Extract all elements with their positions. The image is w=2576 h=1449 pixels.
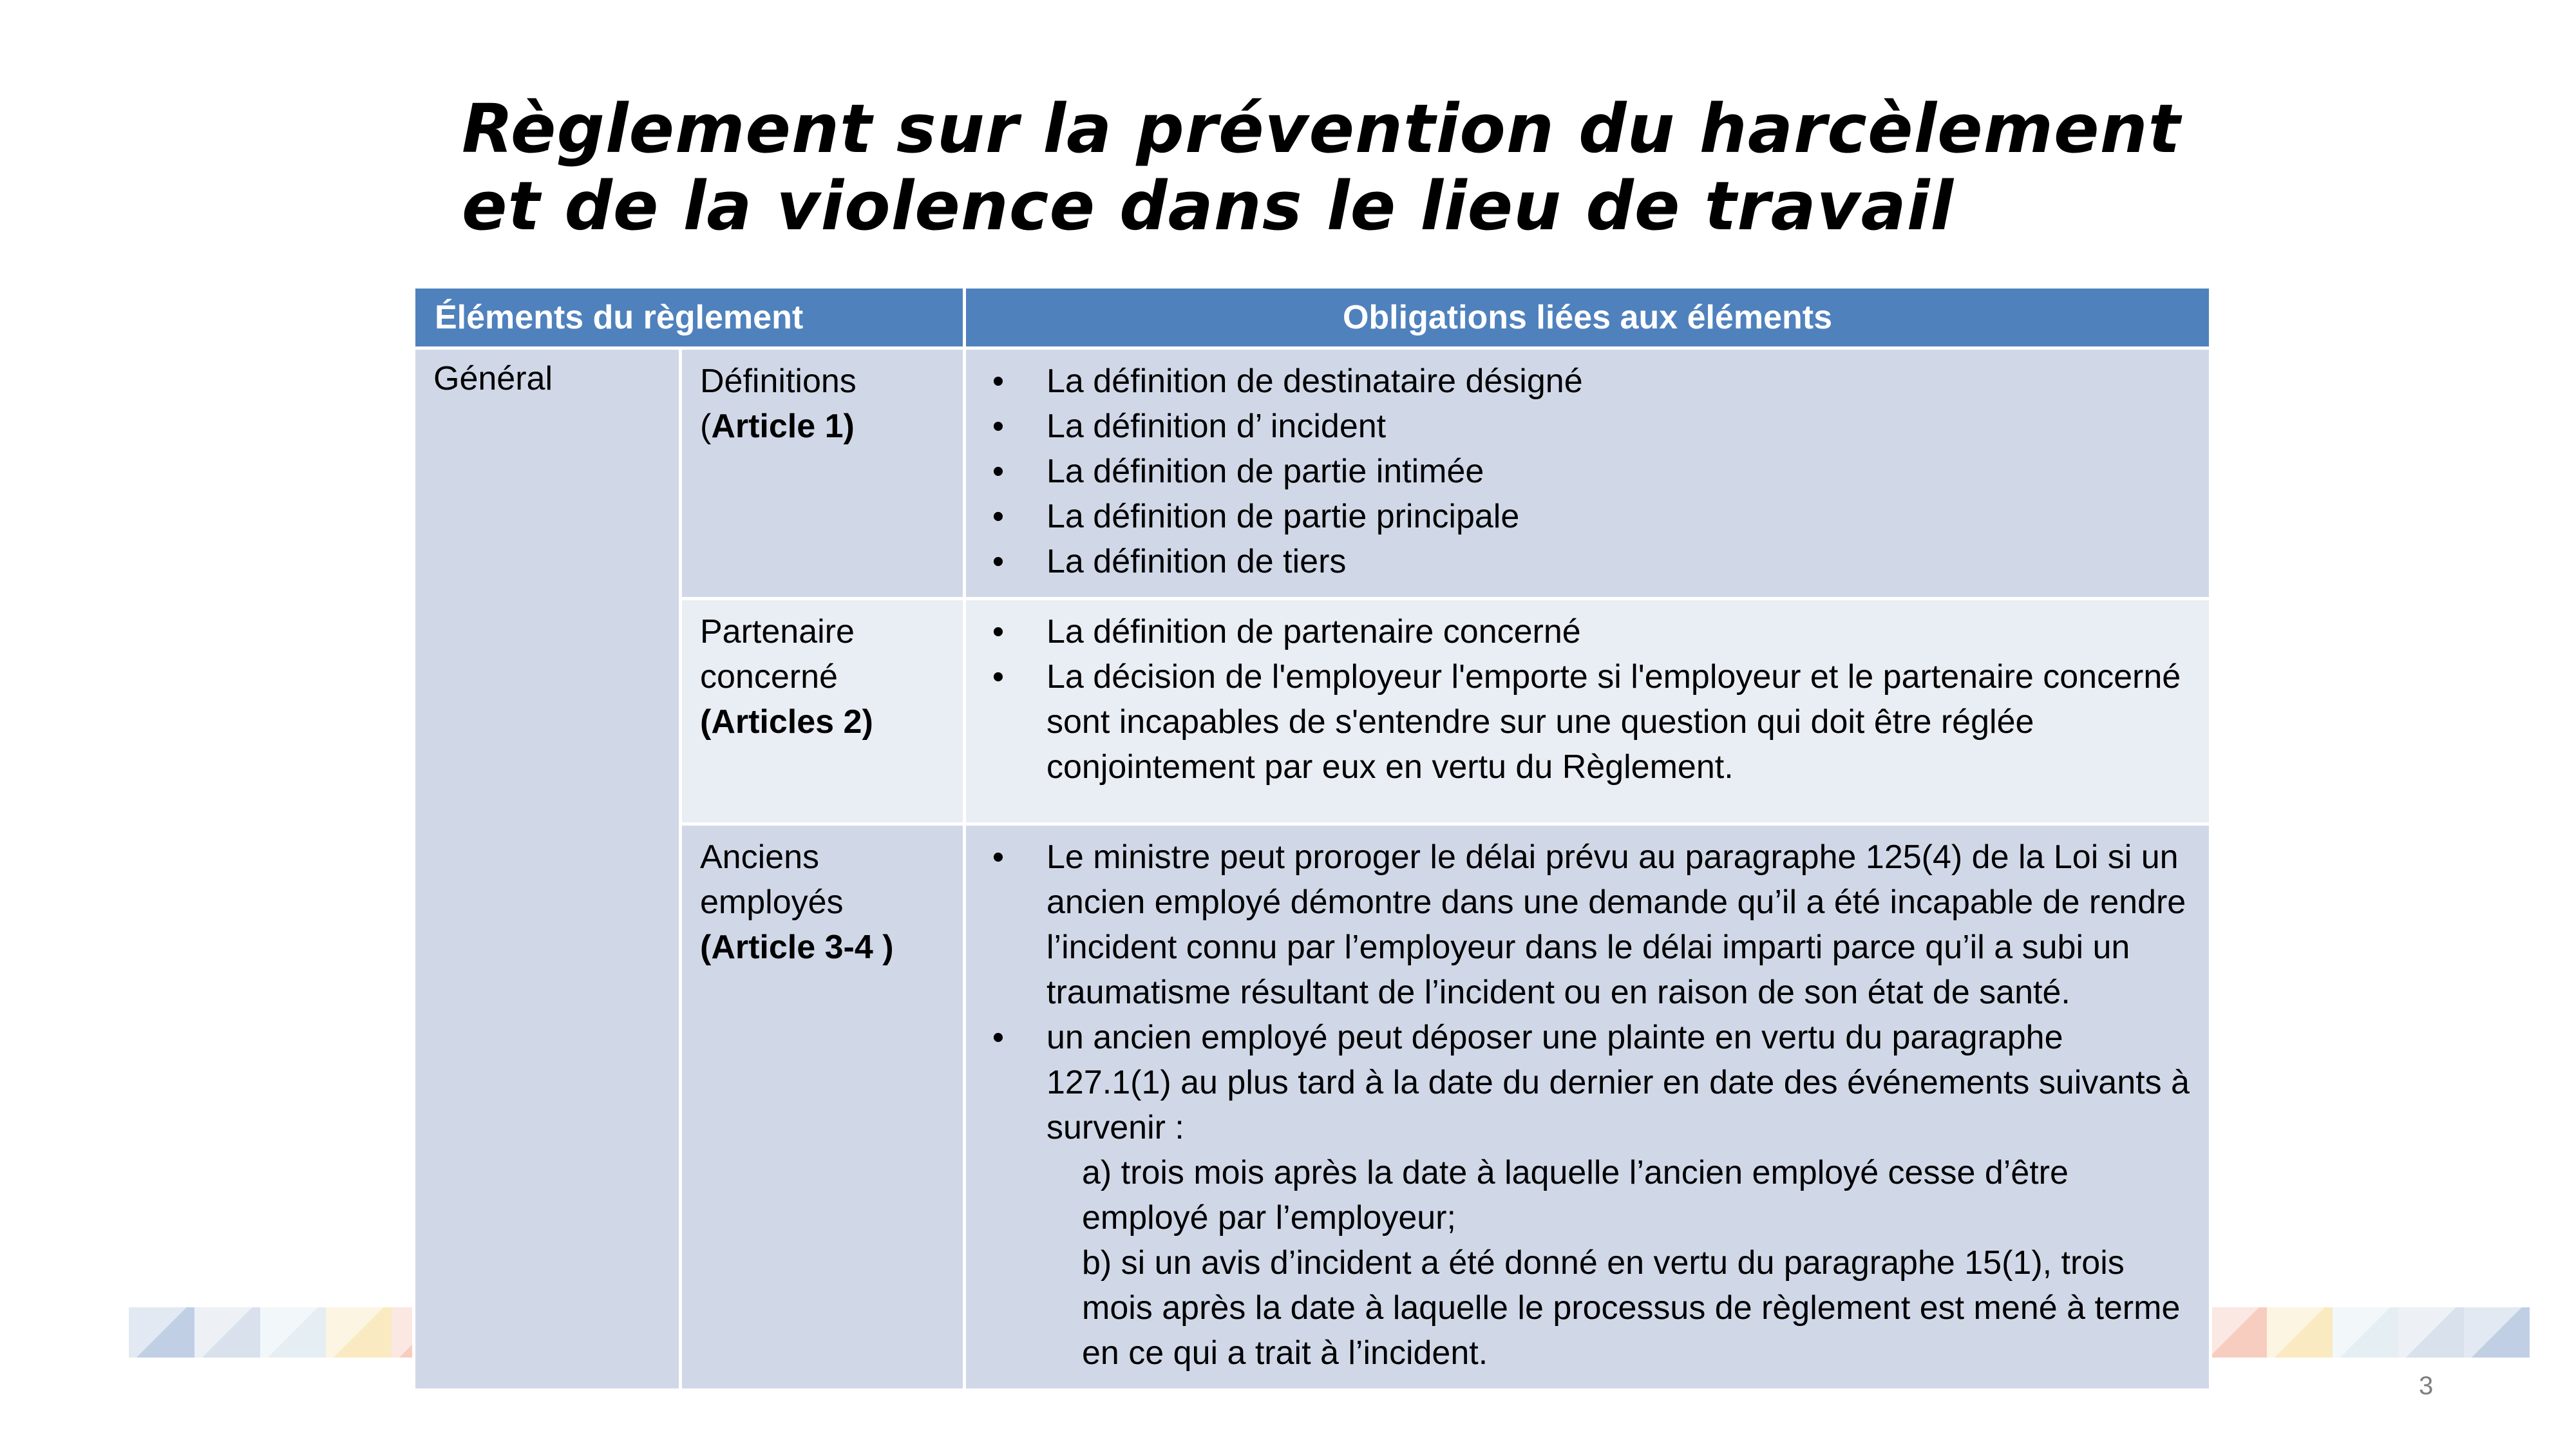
band-tile bbox=[2398, 1307, 2464, 1358]
table-header-row bbox=[414, 287, 2211, 348]
page-number: 3 bbox=[2419, 1372, 2434, 1400]
band-tile bbox=[2333, 1307, 2398, 1358]
bullet-icon: • bbox=[992, 613, 1005, 650]
list-item bbox=[979, 359, 2190, 404]
bullet-icon: • bbox=[992, 453, 1005, 490]
decorative-band-left bbox=[129, 1307, 457, 1358]
list-item bbox=[979, 539, 2190, 584]
table-row bbox=[414, 599, 2211, 824]
table-row bbox=[414, 824, 2211, 1390]
band-tile bbox=[2464, 1307, 2530, 1358]
element-title: Anciens bbox=[700, 838, 819, 876]
bullet-text: La définition de partie intimée bbox=[1046, 453, 1484, 490]
sub-item-a: a) trois mois après la date à laquelle l’ancien employé cesse d’être employé par l’employeur; bbox=[1082, 1154, 2069, 1236]
band-tile bbox=[260, 1307, 326, 1358]
obligations-definitions bbox=[965, 348, 2211, 599]
element-title: Partenaire bbox=[700, 613, 855, 650]
list-item bbox=[979, 1015, 2190, 1376]
element-article: (Articles 2) bbox=[700, 703, 873, 741]
bullet-icon: • bbox=[992, 363, 1005, 400]
bullet-icon: • bbox=[992, 408, 1005, 445]
bullet-text: Le ministre peut proroger le délai prévu au paragraphe 125(4) de la Loi si un ancien employé démontre dans une demande qu’il a été incapable de rendre l’incident connu par l’employeur dans le délai imparti parce qu’il a subi un traumatisme résultant de l’incident ou en raison de son état de santé. bbox=[1046, 838, 2186, 1011]
bullet-icon: • bbox=[992, 543, 1005, 580]
slide-title bbox=[462, 90, 2394, 245]
list-item bbox=[979, 609, 2190, 654]
bullet-text: La définition d’ incident bbox=[1046, 408, 1387, 445]
list-item bbox=[979, 835, 2190, 1015]
bullet-text: un ancien employé peut déposer une plainte en vertu du paragraphe 127.1(1) au plus tard à la date du dernier en date des événements suivants à survenir : bbox=[1046, 1019, 2190, 1146]
bullet-text: La définition de partenaire concerné bbox=[1046, 613, 1581, 650]
bullet-text: La définition de tiers bbox=[1046, 543, 1347, 580]
slide-title-line-1: Règlement sur la prévention du harcèlement bbox=[462, 90, 2181, 168]
element-article: Article 1) bbox=[711, 408, 855, 445]
band-tile bbox=[194, 1307, 260, 1358]
category-general: Général bbox=[414, 348, 681, 1390]
bullet-icon: • bbox=[992, 1019, 1005, 1056]
sub-item-b: b) si un avis d’incident a été donné en vertu du paragraphe 15(1), trois mois après la date à laquelle le processus de règlement est mené à terme en ce qui a trait à l’incident. bbox=[1082, 1244, 2181, 1372]
element-title: employés bbox=[700, 884, 844, 921]
list-item bbox=[979, 449, 2190, 494]
list-item bbox=[979, 654, 2190, 790]
element-definitions bbox=[681, 348, 965, 599]
header-elements: Éléments du règlement bbox=[414, 287, 965, 348]
band-tile bbox=[2267, 1307, 2333, 1358]
element-article-paren: ( bbox=[700, 408, 712, 445]
decorative-band-right bbox=[2201, 1307, 2530, 1358]
element-partenaire bbox=[681, 599, 965, 824]
bullet-icon: • bbox=[992, 658, 1005, 696]
bullet-text: La décision de l'employeur l'emporte si l'employeur et le partenaire concerné sont incapables de s'entendre sur une question qui doit être réglée conjointement par eux en vertu du Règlement. bbox=[1046, 658, 2181, 786]
element-title: Définitions bbox=[700, 363, 857, 400]
table-row bbox=[414, 348, 2211, 599]
regulation-table bbox=[412, 285, 2212, 1392]
element-title: concerné bbox=[700, 658, 838, 696]
band-tile bbox=[326, 1307, 392, 1358]
element-article: (Article 3-4 ) bbox=[700, 929, 894, 966]
slide-title-line-2: et de la violence dans le lieu de travail bbox=[462, 167, 1955, 245]
band-tile bbox=[129, 1307, 194, 1358]
list-item bbox=[979, 494, 2190, 539]
obligations-partenaire bbox=[965, 599, 2211, 824]
list-item bbox=[979, 404, 2190, 449]
element-anciens-employes bbox=[681, 824, 965, 1390]
bullet-icon: • bbox=[992, 498, 1005, 535]
bullet-text: La définition de destinataire désigné bbox=[1046, 363, 1583, 400]
bullet-icon: • bbox=[992, 838, 1005, 876]
obligations-anciens-employes bbox=[965, 824, 2211, 1390]
bullet-text: La définition de partie principale bbox=[1046, 498, 1520, 535]
header-obligations: Obligations liées aux éléments bbox=[965, 287, 2211, 348]
